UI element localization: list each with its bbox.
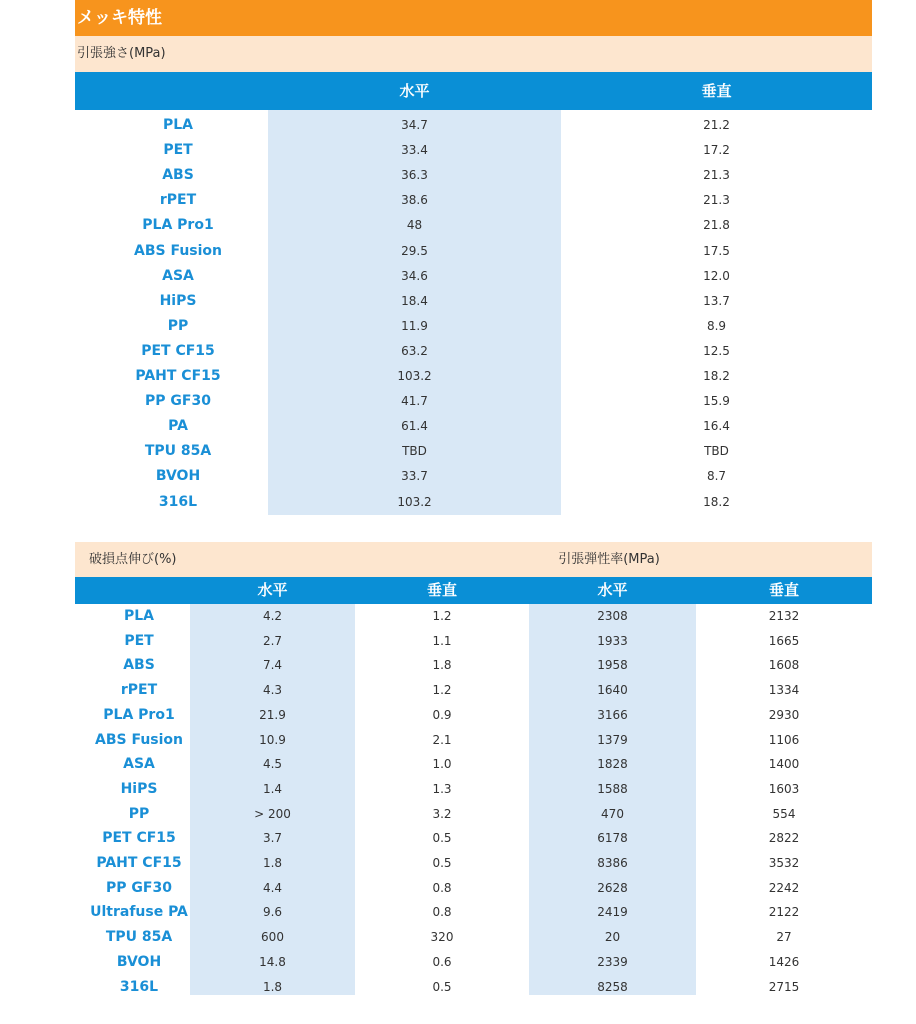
elongation-horizontal-value: 4.4 xyxy=(262,880,283,895)
modulus-horizontal-value: 8386 xyxy=(597,856,628,870)
horizontal-value: 34.7 xyxy=(401,118,428,132)
material-name: ABS xyxy=(162,167,194,184)
modulus-vertical-value: 27 xyxy=(776,930,792,945)
elongation-vertical-value: 0.8 xyxy=(432,905,452,920)
elongation-horizontal-value: 9.6 xyxy=(262,905,283,920)
material-name: PLA xyxy=(162,117,194,133)
material-name: PP xyxy=(167,317,189,334)
elongation-vertical-value: 0.9 xyxy=(432,707,452,722)
horizontal-value: 29.5 xyxy=(401,243,428,258)
horizontal-value: 34.6 xyxy=(401,268,428,283)
modulus-vertical-value: 1665 xyxy=(768,633,800,648)
elongation-horizontal-value: 3.7 xyxy=(262,831,283,846)
horizontal-value: 18.4 xyxy=(401,293,428,308)
vertical-value: 21.2 xyxy=(703,118,730,132)
modulus-vertical-value: 1608 xyxy=(768,658,800,673)
elongation-vertical-value: 0.5 xyxy=(432,979,452,994)
elongation-horizontal-value: 1.8 xyxy=(262,856,283,870)
material-name: PET xyxy=(163,142,193,159)
vertical-value: 21.3 xyxy=(703,193,730,208)
modulus-vertical-value: 1426 xyxy=(768,954,800,969)
modulus-vertical-value: 2132 xyxy=(768,609,800,623)
material-name: ABS xyxy=(123,657,155,674)
material-name: HiPS xyxy=(159,292,197,309)
elongation-horizontal-value: 4.3 xyxy=(262,683,283,698)
material-name: HiPS xyxy=(120,780,158,797)
material-name: PET xyxy=(124,632,154,649)
elongation-vertical-value: 1.1 xyxy=(432,633,452,648)
material-name: PET CF15 xyxy=(102,830,176,847)
vertical-value: 17.5 xyxy=(703,243,730,258)
modulus-horizontal-value: 8258 xyxy=(597,979,628,994)
elongation-horizontal-value: 1.4 xyxy=(262,781,283,796)
modulus-horizontal-value: 1588 xyxy=(597,781,628,796)
vertical-value: 18.2 xyxy=(703,369,730,383)
horizontal-value: 33.7 xyxy=(401,469,428,484)
page-title: メッキ特性 xyxy=(75,0,872,36)
section2-header-bar xyxy=(75,577,872,604)
elongation-col-vertical: 垂直 xyxy=(426,581,457,599)
material-name: ABS Fusion xyxy=(133,242,222,259)
vertical-value: 8.7 xyxy=(706,469,727,484)
material-name: ABS Fusion xyxy=(94,731,183,748)
material-name: PLA Pro1 xyxy=(142,217,214,234)
elongation-horizontal-value: 7.4 xyxy=(262,658,283,673)
vertical-value: TBD xyxy=(704,444,729,459)
material-name: ASA xyxy=(123,756,155,773)
elongation-vertical-value: 2.1 xyxy=(432,732,452,747)
modulus-vertical-value: 554 xyxy=(772,806,796,821)
material-name: rPET xyxy=(159,192,197,209)
section2-subtitle-bar xyxy=(75,542,872,577)
vertical-value: 16.4 xyxy=(703,419,730,434)
modulus-vertical-value: 2930 xyxy=(768,707,800,722)
elongation-vertical-value: 1.2 xyxy=(432,683,452,698)
modulus-horizontal-value: 1933 xyxy=(597,633,628,648)
tensile-strength-subtitle: 引張強さ(MPa) xyxy=(75,36,872,72)
modulus-vertical-value: 2242 xyxy=(768,880,800,895)
horizontal-value: 33.4 xyxy=(401,143,428,158)
modulus-horizontal-value: 2419 xyxy=(597,905,628,920)
material-name: Ultrafuse PA xyxy=(90,904,188,921)
elongation-vertical-value: 320 xyxy=(430,930,454,945)
elongation-horizontal-value: 21.9 xyxy=(259,707,286,722)
modulus-horizontal-value: 1379 xyxy=(597,732,628,747)
modulus-vertical-value: 1334 xyxy=(768,683,800,698)
horizontal-value: 11.9 xyxy=(401,318,428,333)
elongation-vertical-value: 0.5 xyxy=(432,831,452,846)
material-name: PP xyxy=(128,805,150,822)
elongation-horizontal-value: 600 xyxy=(261,930,284,945)
material-name: PAHT CF15 xyxy=(96,855,182,871)
vertical-value: 15.9 xyxy=(703,394,730,409)
material-name: ASA xyxy=(162,267,194,284)
material-name: 316L xyxy=(158,493,198,510)
col-header-vertical: 垂直 xyxy=(701,82,732,100)
elongation-subtitle: 破損点伸び(%) xyxy=(89,552,177,567)
horizontal-value: TBD xyxy=(402,444,427,459)
modulus-horizontal-value: 470 xyxy=(601,806,624,821)
horizontal-value: 41.7 xyxy=(401,394,428,409)
material-name: BVOH xyxy=(155,468,201,485)
material-name: PLA Pro1 xyxy=(103,706,175,723)
elongation-vertical-value: 1.3 xyxy=(432,781,452,796)
material-name: PET CF15 xyxy=(141,342,215,359)
modulus-horizontal-value: 3166 xyxy=(597,707,628,722)
horizontal-value: 38.6 xyxy=(401,193,428,208)
material-name: PAHT CF15 xyxy=(135,368,221,384)
elongation-vertical-value: 1.8 xyxy=(432,658,452,673)
elongation-vertical-value: 0.8 xyxy=(432,880,452,895)
modulus-vertical-value: 2822 xyxy=(768,831,800,846)
elongation-horizontal-value: > 200 xyxy=(254,806,291,821)
vertical-value: 8.9 xyxy=(706,318,727,333)
modulus-vertical-value: 1106 xyxy=(768,732,800,747)
material-name: TPU 85A xyxy=(144,443,212,460)
vertical-value: 17.2 xyxy=(703,143,730,158)
elongation-vertical-value: 3.2 xyxy=(432,806,452,821)
horizontal-value: 36.3 xyxy=(401,168,428,183)
elongation-horizontal-value: 1.8 xyxy=(262,979,283,994)
horizontal-value: 48 xyxy=(406,218,423,233)
material-name: TPU 85A xyxy=(105,929,173,946)
material-name: BVOH xyxy=(116,953,162,970)
elongation-horizontal-value: 4.2 xyxy=(262,609,283,623)
vertical-value: 12.0 xyxy=(703,268,730,283)
horizontal-value: 103.2 xyxy=(397,494,432,509)
modulus-vertical-value: 3532 xyxy=(768,856,800,870)
material-name: PA xyxy=(168,418,188,435)
modulus-col-horizontal: 水平 xyxy=(597,581,628,599)
modulus-horizontal-value: 2339 xyxy=(597,954,628,969)
modulus-vertical-value: 2122 xyxy=(768,905,800,920)
modulus-subtitle: 引張弾性率(MPa) xyxy=(558,552,660,567)
elongation-horizontal-value: 10.9 xyxy=(259,732,286,747)
modulus-vertical-value: 2715 xyxy=(768,979,800,994)
modulus-horizontal-value: 20 xyxy=(604,930,621,945)
modulus-horizontal-value: 1640 xyxy=(597,683,628,698)
material-name: PLA xyxy=(123,608,155,624)
modulus-vertical-value: 1603 xyxy=(768,781,800,796)
vertical-value: 21.8 xyxy=(703,218,730,233)
horizontal-value: 61.4 xyxy=(401,419,428,434)
modulus-horizontal-value: 6178 xyxy=(597,831,628,846)
vertical-value: 12.5 xyxy=(703,343,730,358)
modulus-horizontal-value: 1958 xyxy=(597,658,628,673)
modulus-horizontal-value: 2628 xyxy=(597,880,628,895)
modulus-horizontal-value: 2308 xyxy=(597,609,628,623)
material-name: rPET xyxy=(120,682,158,699)
modulus-col-vertical: 垂直 xyxy=(768,581,799,599)
material-name: PP GF30 xyxy=(106,879,172,896)
elongation-vertical-value: 0.6 xyxy=(432,954,452,969)
tensile-strength-header-bar xyxy=(75,72,872,110)
material-name: PP GF30 xyxy=(145,393,211,410)
modulus-vertical-value: 1400 xyxy=(768,757,800,772)
vertical-value: 21.3 xyxy=(703,168,730,183)
elongation-horizontal-value: 2.7 xyxy=(262,633,283,648)
vertical-value: 13.7 xyxy=(703,293,730,308)
elongation-vertical-value: 1.2 xyxy=(432,609,452,623)
col-header-horizontal: 水平 xyxy=(399,82,430,100)
material-name: 316L xyxy=(119,978,159,995)
elongation-horizontal-value: 14.8 xyxy=(259,954,286,969)
elongation-vertical-value: 1.0 xyxy=(432,757,452,772)
vertical-value: 18.2 xyxy=(703,494,730,509)
modulus-horizontal-value: 1828 xyxy=(597,757,628,772)
elongation-horizontal-value: 4.5 xyxy=(262,757,283,772)
horizontal-value: 103.2 xyxy=(397,369,432,383)
elongation-vertical-value: 0.5 xyxy=(432,856,452,870)
elongation-col-horizontal: 水平 xyxy=(257,581,288,599)
horizontal-value: 63.2 xyxy=(401,343,428,358)
